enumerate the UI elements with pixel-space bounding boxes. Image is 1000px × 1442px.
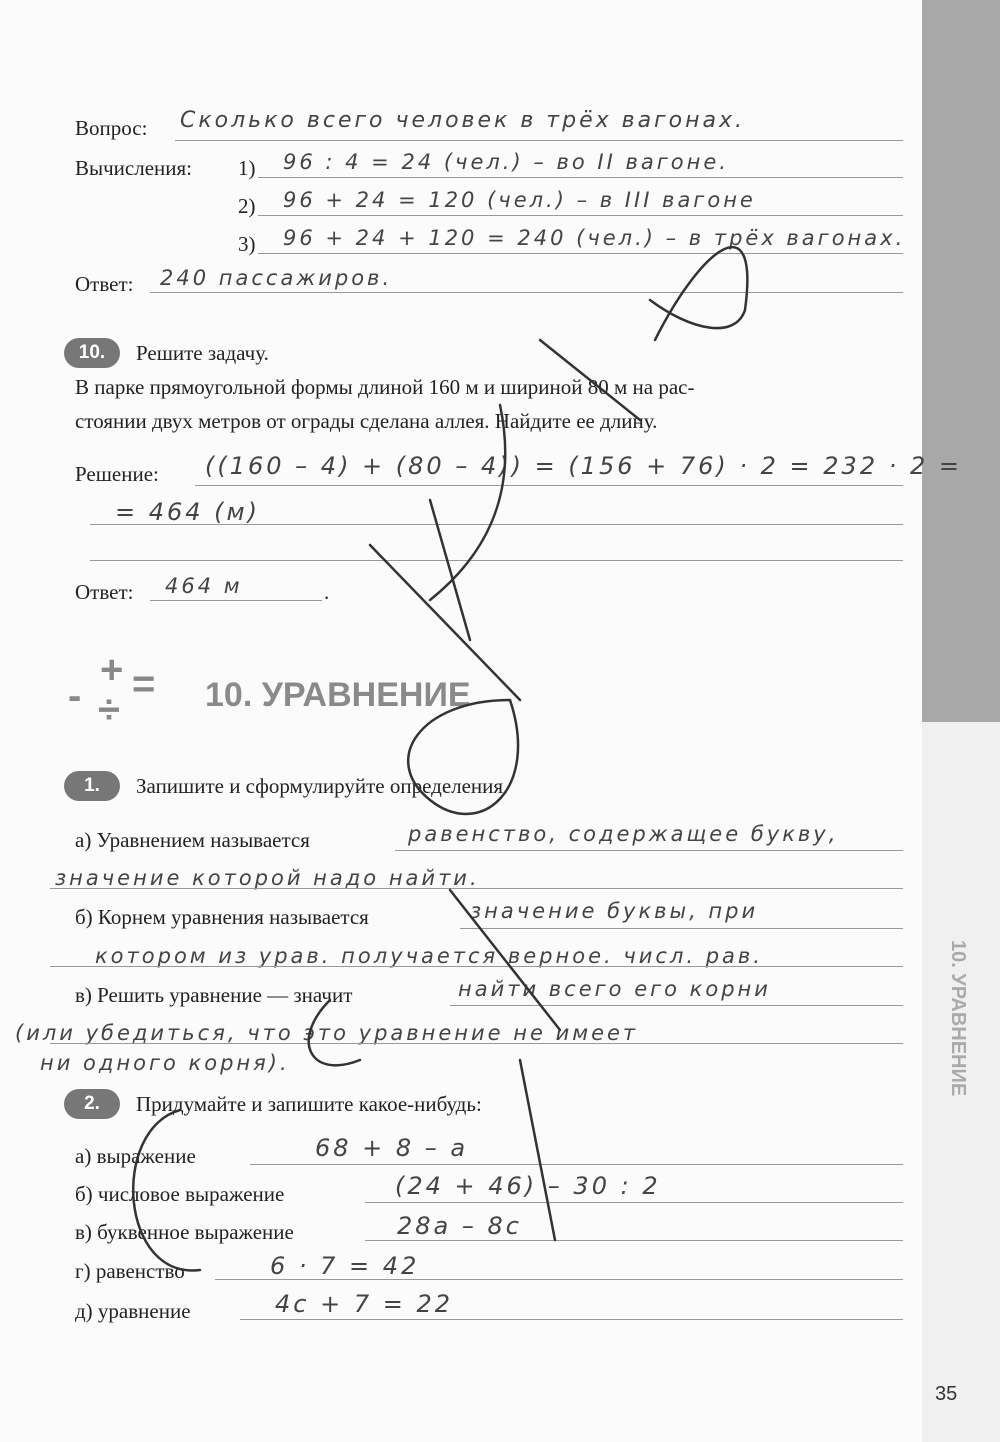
page-number: 35 <box>935 1383 958 1405</box>
answer-text: 240 пассажиров. <box>160 266 393 290</box>
step-answer: 96 + 24 + 120 = 240 (чел.) – в трёх вагонах. <box>283 226 906 250</box>
scribble-stroke <box>408 700 518 814</box>
item-label: б) числовое выражение <box>75 1182 285 1206</box>
question-answer: Сколько всего человек в трёх вагонах. <box>180 108 745 133</box>
item-answer: 68 + 8 – a <box>315 1134 469 1162</box>
answer-dot: . <box>324 580 330 604</box>
step-number: 3) <box>238 232 256 256</box>
definition-answer: значение буквы, при <box>470 899 759 923</box>
step-answer: 96 + 24 = 120 (чел.) – в III вагоне <box>283 188 756 212</box>
solution-text: ((160 – 4) + (80 – 4)) = (156 + 76) · 2 = 232 · 2 = <box>205 452 962 480</box>
scribble-stroke <box>430 500 470 640</box>
answer-label: Ответ: <box>75 272 134 296</box>
item-label: г) равенство <box>75 1259 185 1283</box>
answer-label: Ответ: <box>75 580 134 604</box>
step-number: 1) <box>238 156 256 180</box>
definition-label: в) Решить уравнение — значит <box>75 983 353 1007</box>
scribble-stroke <box>370 545 520 700</box>
chapter-side-label: 10. УРАВНЕНИЕ <box>947 940 969 1097</box>
section-title: 10. УРАВНЕНИЕ <box>205 676 471 714</box>
scribble-stroke <box>133 1110 200 1270</box>
solution-label: Решение: <box>75 462 159 486</box>
item-label: а) выражение <box>75 1144 196 1168</box>
scribble-stroke <box>309 1000 360 1065</box>
task-badge: 2. <box>64 1089 120 1119</box>
scribble-stroke <box>650 247 747 340</box>
calc-label: Вычисления: <box>75 156 193 180</box>
definition-answer: равенство, содержащее букву, <box>408 822 839 846</box>
question-label: Вопрос: <box>75 116 148 140</box>
scribble-stroke <box>540 340 640 420</box>
task-title: Запишите и сформулируйте определения. <box>136 774 509 798</box>
answer-text: 464 м <box>165 574 243 598</box>
item-label: д) уравнение <box>75 1299 191 1323</box>
task-text: стоянии двух метров от ограды сделана аллея. Найдите ее длину. <box>75 409 658 433</box>
task-badge: 1. <box>64 771 120 801</box>
item-label: в) буквенное выражение <box>75 1220 294 1244</box>
task-badge: 10. <box>64 338 120 368</box>
definition-answer: (или убедиться, что это уравнение не имеет <box>15 1021 639 1045</box>
step-number: 2) <box>238 194 256 218</box>
definition-label: б) Корнем уравнения называется <box>75 905 369 929</box>
definition-answer: значение которой надо найти. <box>55 866 480 890</box>
task-text: В парке прямоугольной формы длиной 160 м и шириной 80 м на рас- <box>75 375 695 399</box>
scribble-stroke <box>430 405 505 600</box>
scribble-stroke <box>450 890 560 1030</box>
definition-label: а) Уравнением называется <box>75 828 310 852</box>
item-answer: 28a – 8c <box>397 1212 522 1240</box>
definition-answer: найти всего его корни <box>458 977 771 1001</box>
step-answer: 96 : 4 = 24 (чел.) – во II вагоне. <box>283 150 729 174</box>
scribble-stroke <box>520 1060 555 1240</box>
item-answer: 4c + 7 = 22 <box>275 1290 454 1318</box>
definition-answer: котором из урав. получается верное. числ. рав. <box>95 944 763 968</box>
math-operations-icon: - + = ÷ <box>68 648 156 732</box>
definition-answer: ни одного корня). <box>40 1051 290 1075</box>
item-answer: 6 · 7 = 42 <box>270 1252 420 1280</box>
task-title: Решите задачу. <box>136 341 269 365</box>
solution-text: = 464 (м) <box>115 498 261 526</box>
item-answer: (24 + 46) – 30 : 2 <box>395 1172 661 1200</box>
task-title: Придумайте и запишите какое-нибудь: <box>136 1092 482 1116</box>
